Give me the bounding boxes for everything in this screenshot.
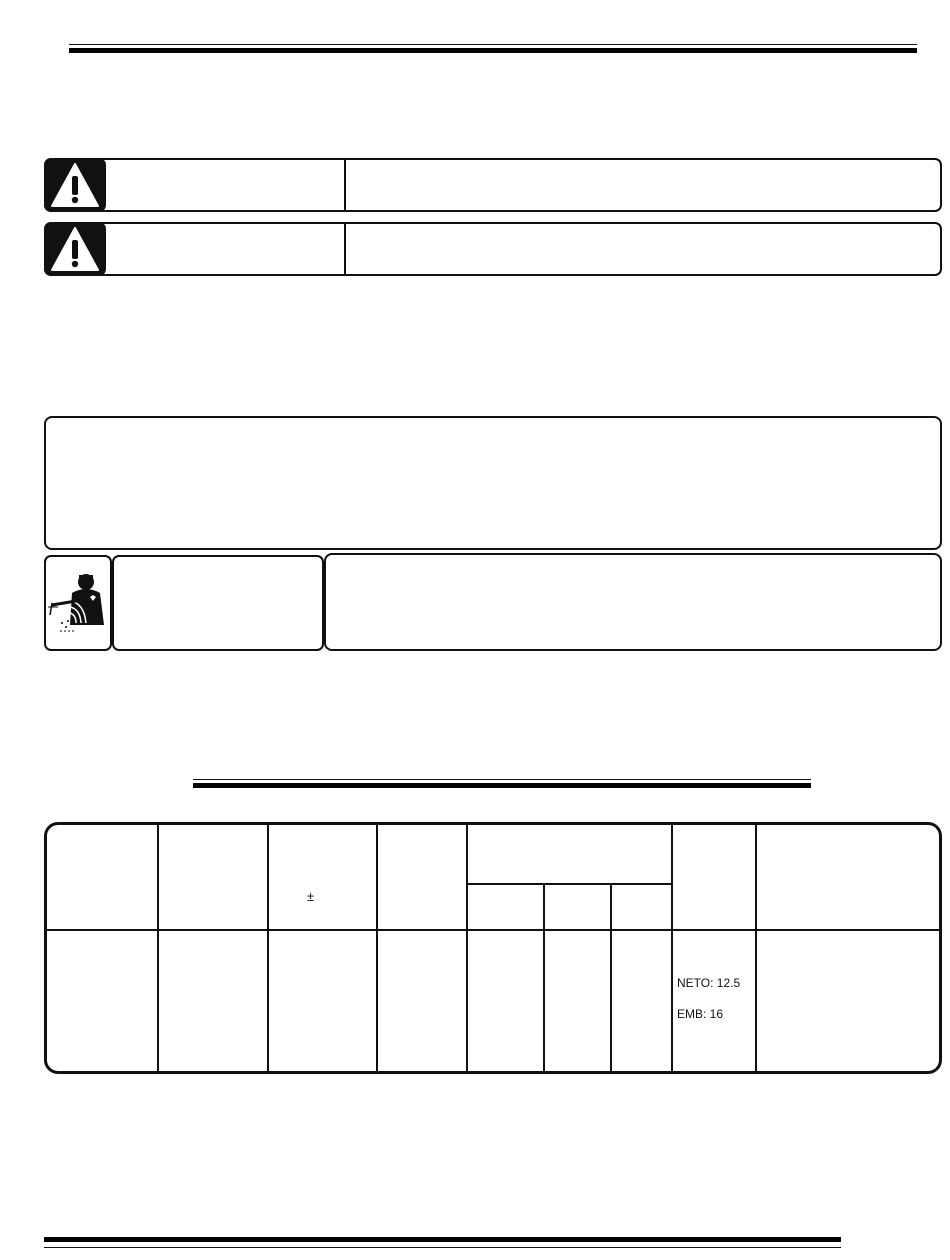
warning-text	[346, 224, 940, 274]
ppe-label	[112, 555, 324, 651]
column-divider	[755, 825, 757, 1071]
column-divider	[267, 825, 269, 1071]
column-divider	[466, 825, 468, 1071]
column-divider	[376, 825, 378, 1071]
warning-text	[346, 160, 940, 210]
plus-minus-symbol: ±	[307, 889, 315, 904]
warning-label	[106, 160, 344, 210]
warning-row-1	[44, 158, 942, 212]
ppe-icon-box	[44, 555, 112, 651]
weight-net: NETO: 12.5	[677, 976, 741, 990]
header-rule	[69, 44, 917, 53]
warning-label	[106, 224, 344, 274]
column-divider	[610, 883, 612, 1071]
warning-triangle-icon	[44, 158, 106, 212]
warning-row-2	[44, 222, 942, 276]
section-rule	[193, 779, 811, 788]
warning-triangle-icon	[44, 222, 106, 276]
weight-packed: EMB: 16	[677, 1007, 724, 1021]
footer-rule	[44, 1237, 841, 1248]
group-header-border	[467, 883, 672, 885]
welder-protection-icon	[46, 557, 110, 649]
column-divider	[543, 883, 545, 1071]
notice-box	[44, 416, 942, 550]
spec-table	[44, 822, 942, 1074]
table-header-border	[47, 929, 939, 931]
column-divider	[157, 825, 159, 1071]
column-divider	[671, 825, 673, 1071]
ppe-text	[324, 553, 942, 651]
